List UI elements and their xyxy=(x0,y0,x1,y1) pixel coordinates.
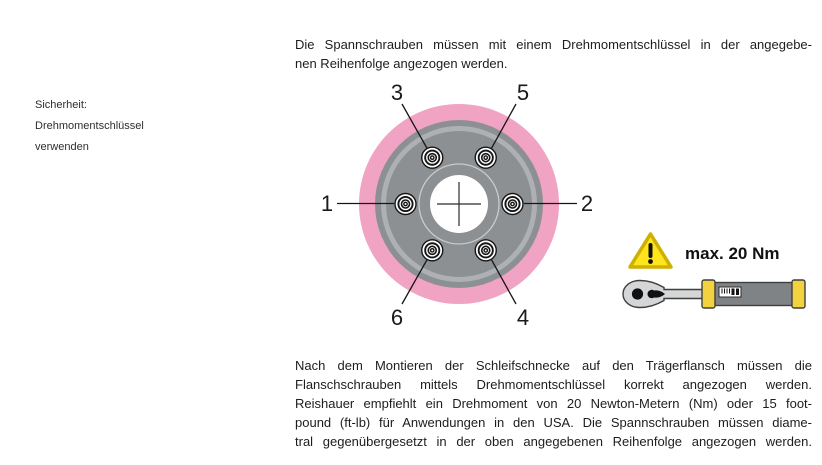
margin-note-line: verwenden xyxy=(35,141,89,153)
margin-safety-note xyxy=(35,95,255,158)
wrench-grip-band xyxy=(702,280,715,308)
wrench-scale-mark xyxy=(732,289,735,296)
max-torque-label: max. 20 Nm xyxy=(685,244,780,263)
intro-paragraph xyxy=(295,35,812,73)
warning-triangle-icon xyxy=(627,230,675,272)
screw-label-4: 4 xyxy=(516,305,530,330)
screw-label-2: 2 xyxy=(580,191,594,216)
screw-5 xyxy=(475,147,496,168)
screw-label-3: 3 xyxy=(390,80,404,105)
screw-6 xyxy=(422,240,443,261)
body-line: Reishauer empfiehlt ein Drehmoment von 20 Newton-Metern (Nm) oder 15 foot- xyxy=(295,396,812,411)
torque-wrench-icon xyxy=(618,276,810,312)
wrench-end-cap xyxy=(792,280,805,308)
screw-2 xyxy=(502,194,523,215)
body-line: pound (ft-lb) für Anwendungen in den USA. Die Spannschrauben müssen diame- xyxy=(295,415,812,430)
body-line: Nach dem Montieren der Schleifschnecke auf den Trägerflansch müssen die xyxy=(295,358,812,373)
screw-3 xyxy=(422,147,443,168)
body-paragraph xyxy=(295,356,812,451)
intro-line: nen Reihenfolge angezogen werden. xyxy=(295,56,508,71)
screw-label-1: 1 xyxy=(320,191,334,216)
intro-line: Die Spannschrauben müssen mit einem Drehmomentschlüssel in der angegebe- xyxy=(295,37,812,52)
wrench-scale-mark xyxy=(736,289,739,296)
body-line: tral gegenübergesetzt in der oben angegebenen Reihenfolge angezogen werden. xyxy=(295,434,812,449)
margin-note-line: Drehmomentschlüssel xyxy=(35,120,144,132)
screw-label-5: 5 xyxy=(516,80,530,105)
margin-note-line: Sicherheit: xyxy=(35,99,87,111)
body-line: Flanschschrauben mittels Drehmomentschlüssel korrekt angezogen werden. xyxy=(295,377,812,392)
flange-diagram xyxy=(300,78,620,340)
screw-4 xyxy=(475,240,496,261)
screw-1 xyxy=(395,194,416,215)
screw-label-6: 6 xyxy=(390,305,404,330)
wrench-drive-hole xyxy=(632,288,643,299)
